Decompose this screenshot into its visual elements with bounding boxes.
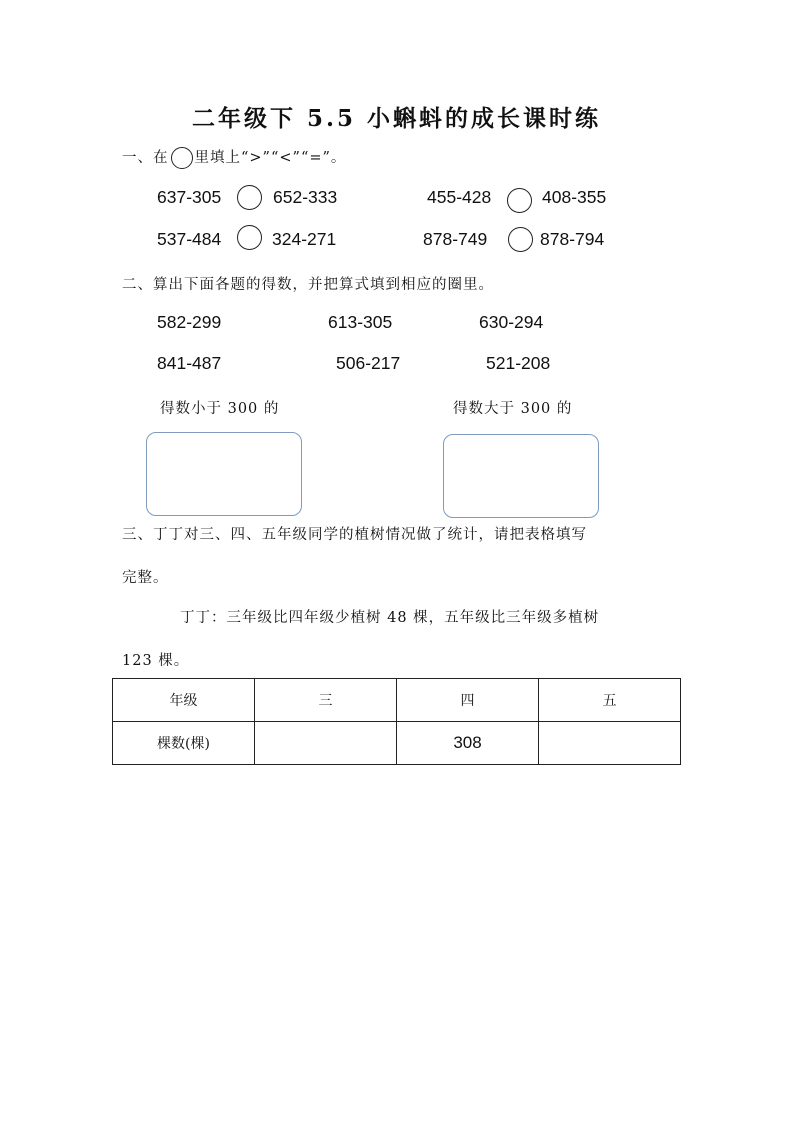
answer-box-less[interactable] bbox=[146, 432, 302, 516]
tree-planting-table bbox=[112, 678, 681, 765]
compare-left-expr: 878-749 bbox=[423, 229, 488, 249]
table-cell-value: 308 bbox=[453, 733, 482, 752]
calc-expr: 521-208 bbox=[486, 353, 551, 373]
compare-left-expr: 455-428 bbox=[427, 187, 492, 207]
table-cell-grade5[interactable] bbox=[539, 722, 681, 765]
table-cell-grade3[interactable] bbox=[255, 722, 397, 765]
table-header-cell: 四 bbox=[397, 679, 539, 722]
calc-expr: 841-487 bbox=[157, 353, 222, 373]
calc-expr: 630-294 bbox=[479, 312, 544, 332]
table-header-cell: 年级 bbox=[113, 679, 255, 722]
section1-instruction bbox=[122, 146, 346, 169]
compare-circle[interactable] bbox=[507, 188, 532, 213]
compare-right-expr: 652-333 bbox=[273, 187, 338, 207]
compare-right-expr: 324-271 bbox=[272, 229, 337, 249]
compare-right-expr: 878-794 bbox=[540, 229, 605, 249]
compare-circle[interactable] bbox=[237, 185, 262, 210]
page-title: 二年级下 5.5 小蝌蚪的成长课时练 bbox=[191, 105, 602, 132]
section3-hint-line1: 丁丁：三年级比四年级少植树 48 棵，五年级比三年级多植树 bbox=[180, 610, 600, 626]
compare-left-expr: 537-484 bbox=[157, 229, 222, 249]
table-header-cell: 三 bbox=[255, 679, 397, 722]
section2-heading: 二、算出下面各题的得数，并把算式填到相应的圈里。 bbox=[122, 277, 494, 293]
calc-expr: 582-299 bbox=[157, 312, 222, 332]
section1-prefix: 一、在 bbox=[122, 150, 169, 166]
calc-expr: 506-217 bbox=[336, 353, 401, 373]
compare-circle[interactable] bbox=[508, 227, 533, 252]
answer-box-greater[interactable] bbox=[443, 434, 599, 518]
label-less-than-300: 得数小于 300 的 bbox=[160, 401, 280, 417]
compare-right-expr: 408-355 bbox=[542, 187, 607, 207]
section3-heading-line2: 完整。 bbox=[122, 570, 169, 586]
label-greater-than-300: 得数大于 300 的 bbox=[453, 401, 573, 417]
compare-circle[interactable] bbox=[237, 225, 262, 250]
table-cell-grade4 bbox=[397, 722, 539, 765]
table-row-label: 棵数(棵) bbox=[113, 722, 255, 765]
table-header-cell: 五 bbox=[539, 679, 681, 722]
section3-hint-line2: 123 棵。 bbox=[122, 653, 190, 669]
calc-expr: 613-305 bbox=[328, 312, 393, 332]
circle-sample-icon bbox=[171, 147, 193, 169]
table-header-row bbox=[113, 679, 681, 722]
section3-heading-line1: 三、丁丁对三、四、五年级同学的植树情况做了统计，请把表格填写 bbox=[122, 527, 587, 543]
table-row bbox=[113, 722, 681, 765]
section1-suffix: 里填上“>”“<”“=”。 bbox=[194, 150, 347, 166]
compare-left-expr: 637-305 bbox=[157, 187, 222, 207]
